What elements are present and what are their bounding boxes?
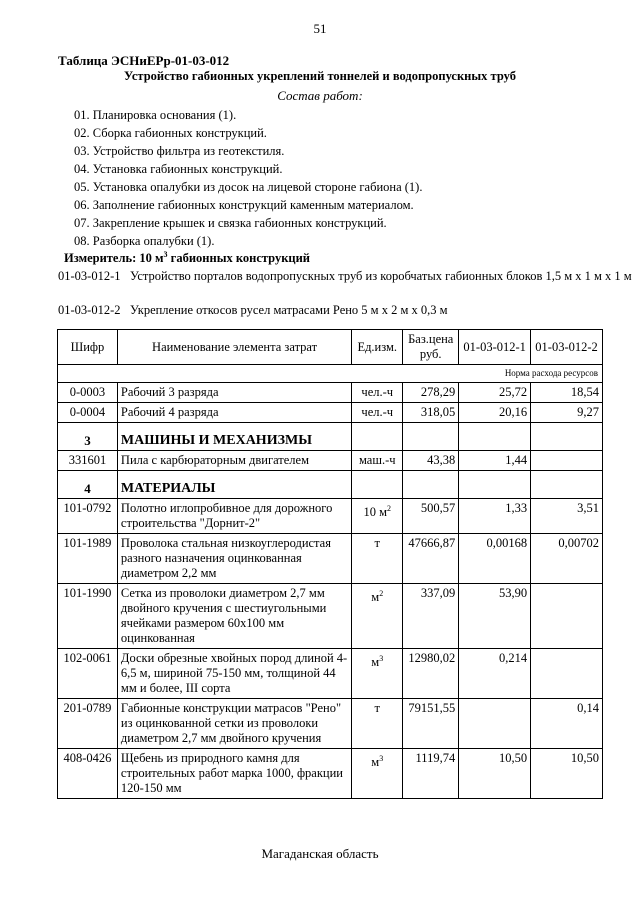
norm-value-1: 20,16	[459, 403, 531, 423]
resource-name: Пила с карбюраторным двигателем	[117, 451, 351, 471]
resource-code: 0-0003	[58, 383, 118, 403]
norm-value-1: 0,00168	[459, 534, 531, 584]
section-machines	[58, 423, 603, 451]
norm-row	[58, 365, 603, 383]
header-col2: 01-03-012-2	[531, 330, 603, 365]
resource-code: 0-0004	[58, 403, 118, 423]
resource-unit: чел.-ч	[352, 383, 403, 403]
header-name: Наименование элемента затрат	[117, 330, 351, 365]
table-row	[58, 584, 603, 649]
measurement-unit	[64, 250, 310, 266]
resource-name: Габионные конструкции матрасов "Рено" из оцинкованной сетки из проволоки диаметром 2,7 мм двойного кручения	[117, 699, 351, 749]
work-item: 05. Установка опалубки из досок на лицевой стороне габиона (1).	[74, 180, 423, 194]
resource-price: 43,38	[403, 451, 459, 471]
code-description	[58, 302, 640, 318]
table-title: Таблица ЭСНиЕРр-01-03-012	[58, 53, 230, 68]
resource-price: 1119,74	[403, 749, 459, 799]
resource-name: Проволока стальная низкоуглеродистая разного назначения оцинкованная диаметром 2,2 мм	[117, 534, 351, 584]
work-item: 02. Сборка габионных конструкций.	[74, 126, 267, 140]
unit-exponent: 3	[379, 654, 384, 663]
unit-exponent: 2	[379, 589, 384, 598]
resource-unit: $м^2$	[352, 584, 403, 649]
section-title: МАШИНЫ И МЕХАНИЗМЫ	[117, 423, 351, 451]
table-row	[58, 749, 603, 799]
unit-exponent: 3	[379, 754, 384, 763]
norm-value-2	[531, 649, 603, 699]
resource-name: Щебень из природного камня для строительных работ марка 1000, фракции 120-150 мм	[117, 749, 351, 799]
section-number: 3	[58, 423, 118, 451]
norm-value-2: 9,27	[531, 403, 603, 423]
resource-unit: т	[352, 534, 403, 584]
norm-value-1: 0,214	[459, 649, 531, 699]
resource-name: Сетка из проволоки диаметром 2,7 мм двойного кручения с шестиугольными ячейками размером 60х100 мм оцинкованная	[117, 584, 351, 649]
code-text: Укрепление откосов русел матрасами Рено 5 м х 2 м х 0,3 м	[130, 303, 448, 317]
section-title: МАТЕРИАЛЫ	[117, 471, 351, 499]
resource-table	[57, 329, 603, 799]
norm-value-1	[459, 699, 531, 749]
code-text: Устройство порталов водопропускных труб из коробчатых габионных блоков 1,5 м х 1 м х 1 м	[130, 269, 632, 283]
resource-unit: маш.-ч	[352, 451, 403, 471]
header-price: Баз.цена руб.	[403, 330, 459, 365]
resource-code: 331601	[58, 451, 118, 471]
table-row	[58, 403, 603, 423]
resource-unit: $м^3$	[352, 649, 403, 699]
table-row	[58, 649, 603, 699]
resource-name: Полотно иглопробивное для дорожного строительства "Дорнит-2"	[117, 499, 351, 534]
resource-price: 47666,87	[403, 534, 459, 584]
header-unit: Ед.изм.	[352, 330, 403, 365]
resource-code: 101-1989	[58, 534, 118, 584]
work-item: 07. Закрепление крышек и связка габионных конструкций.	[74, 216, 387, 230]
norm-value-2	[531, 584, 603, 649]
norm-value-2: 18,54	[531, 383, 603, 403]
header-code: Шифр	[58, 330, 118, 365]
code-description	[58, 268, 640, 284]
page-number: 51	[313, 21, 327, 36]
resource-price: 79151,55	[403, 699, 459, 749]
norm-value-2	[531, 451, 603, 471]
machines-section	[58, 451, 603, 471]
table-header-row	[58, 330, 603, 365]
work-item: 04. Установка габионных конструкций.	[74, 162, 283, 176]
resource-price: 12980,02	[403, 649, 459, 699]
resource-code: 408-0426	[58, 749, 118, 799]
section-number: 4	[58, 471, 118, 499]
work-item: 08. Разборка опалубки (1).	[74, 234, 215, 248]
section-materials	[58, 471, 603, 499]
code-id: 01-03-012-2	[58, 303, 121, 317]
resource-code: 102-0061	[58, 649, 118, 699]
resource-name: Рабочий 4 разряда	[117, 403, 351, 423]
norm-value-2: 3,51	[531, 499, 603, 534]
resource-price: 318,05	[403, 403, 459, 423]
header-col1: 01-03-012-1	[459, 330, 531, 365]
works-list	[74, 106, 422, 250]
work-item: 06. Заполнение габионных конструкций каменным материалом.	[74, 198, 414, 212]
footer-region: Магаданская область	[261, 846, 379, 861]
table-row	[58, 451, 603, 471]
work-item: 03. Устройство фильтра из геотекстиля.	[74, 144, 285, 158]
norm-value-1: 25,72	[459, 383, 531, 403]
table-row	[58, 499, 603, 534]
resource-unit: чел.-ч	[352, 403, 403, 423]
table-row	[58, 383, 603, 403]
resource-unit: $м^3$	[352, 749, 403, 799]
unit-exponent: 2	[387, 504, 392, 513]
resource-code: 101-1990	[58, 584, 118, 649]
norm-label: Норма расхода ресурсов	[58, 365, 603, 383]
meter-sup: 3	[163, 250, 168, 259]
resource-unit: т	[352, 699, 403, 749]
resource-name: Доски обрезные хвойных пород длиной 4-6,5 м, шириной 75-150 мм, толщиной 44 мм и более, III сорта	[117, 649, 351, 699]
norm-value-1: 1,33	[459, 499, 531, 534]
works-heading: Состав работ:	[277, 88, 363, 103]
resource-name: Рабочий 3 разряда	[117, 383, 351, 403]
norm-value-2: 0,00702	[531, 534, 603, 584]
meter-suffix: габионных конструкций	[167, 251, 310, 266]
meter-prefix: Измеритель: 10 м	[64, 251, 164, 266]
resource-code: 101-0792	[58, 499, 118, 534]
norm-value-2: 10,50	[531, 749, 603, 799]
labor-section	[58, 383, 603, 423]
resource-code: 201-0789	[58, 699, 118, 749]
norm-value-1: 10,50	[459, 749, 531, 799]
resource-price: 278,29	[403, 383, 459, 403]
resource-price: 337,09	[403, 584, 459, 649]
norm-value-1: 53,90	[459, 584, 531, 649]
resource-price: 500,57	[403, 499, 459, 534]
work-item: 01. Планировка основания (1).	[74, 108, 237, 122]
resource-unit: 10 $м^2$	[352, 499, 403, 534]
table-subtitle: Устройство габионных укреплений тоннелей и водопропускных труб	[124, 69, 516, 83]
code-id: 01-03-012-1	[58, 269, 121, 283]
table-row	[58, 534, 603, 584]
norm-value-1: 1,44	[459, 451, 531, 471]
norm-value-2: 0,14	[531, 699, 603, 749]
table-row	[58, 699, 603, 749]
materials-section	[58, 499, 603, 799]
